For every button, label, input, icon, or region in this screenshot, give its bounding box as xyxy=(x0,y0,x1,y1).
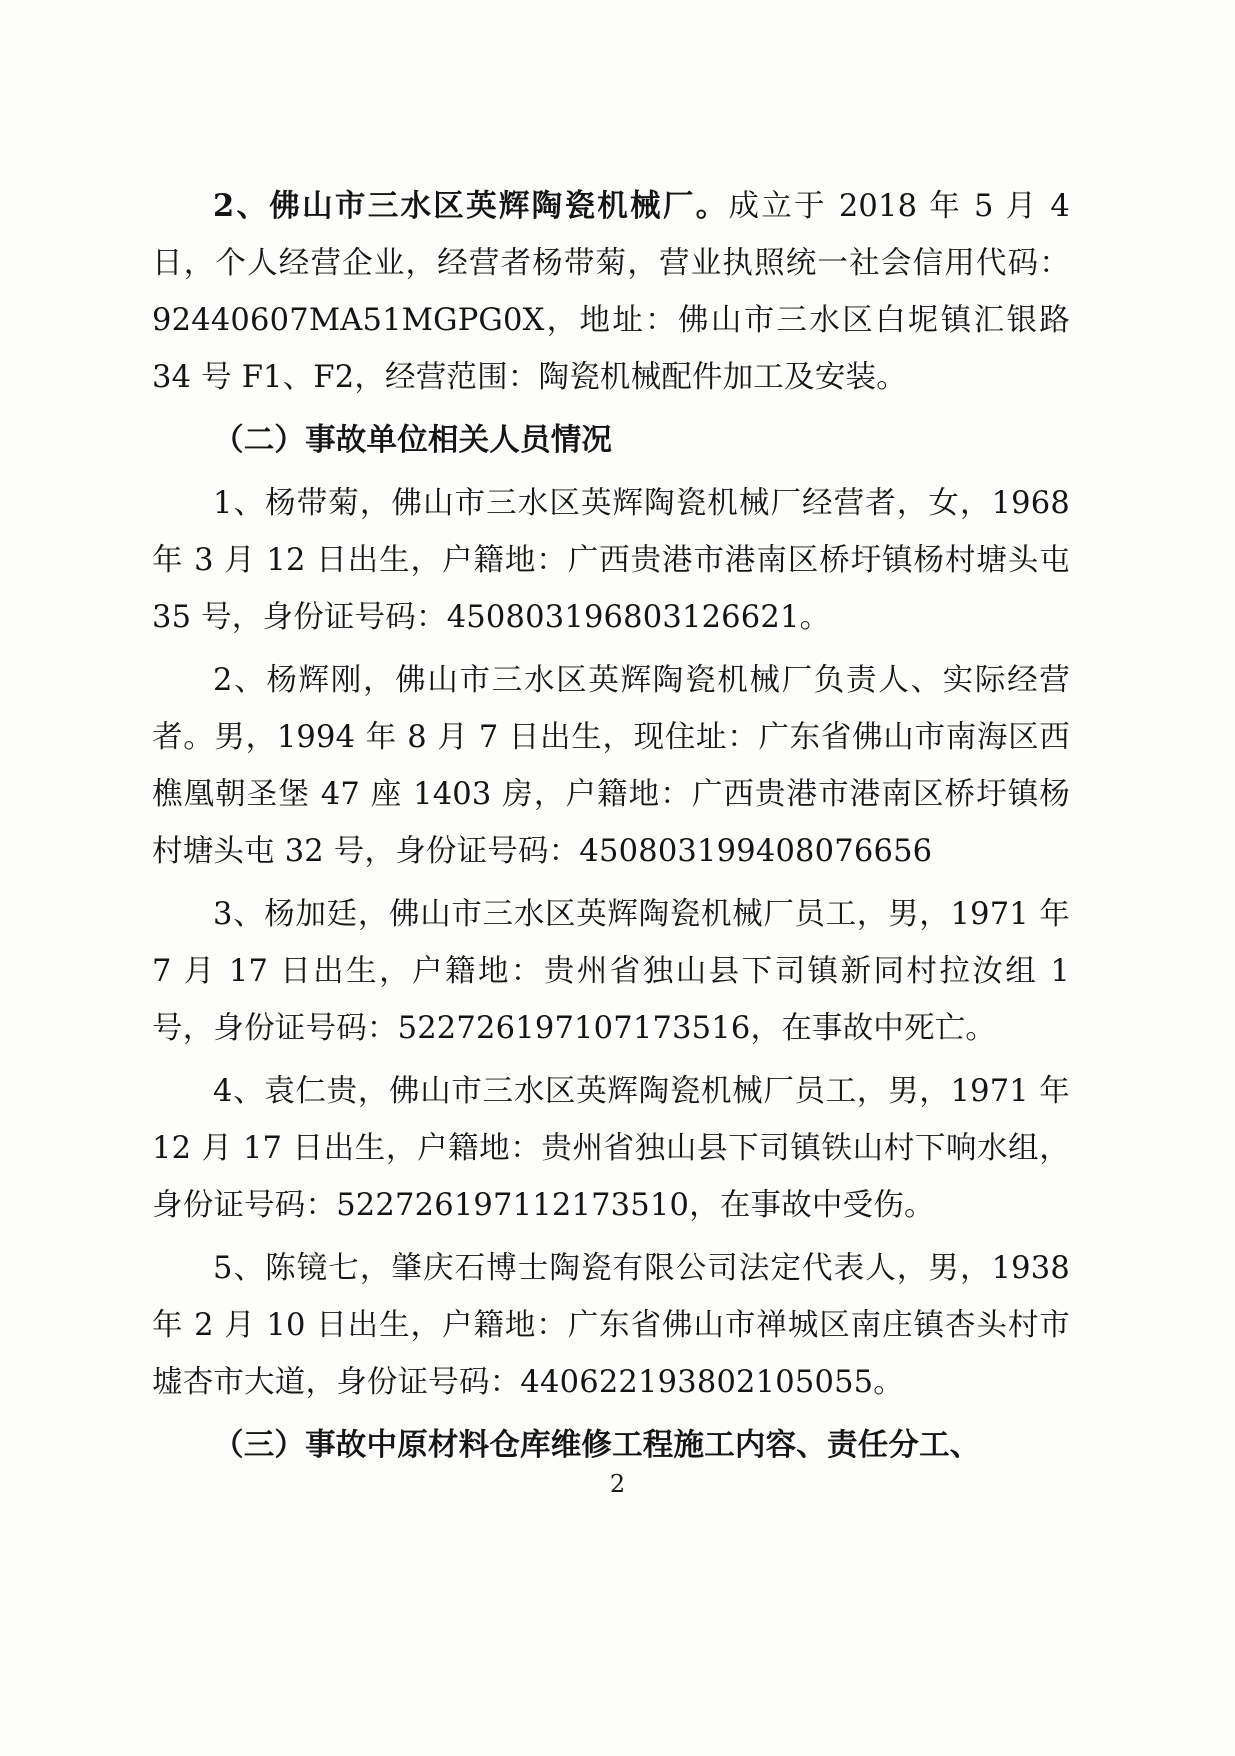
heading-section-two: （二）事故单位相关人员情况 xyxy=(213,422,613,458)
heading-section-three: （三）事故中原材料仓库维修工程施工内容、责任分工、 xyxy=(213,1427,981,1463)
document-body xyxy=(152,178,1070,1480)
company-detail-text: 成立于 2018 年 5 月 4 日，个人经营企业，经营者杨带菊，营业执照统一社会信用代码：92440607MA51MGPG0X，地址：佛山市三水区白坭镇汇银路 34 号 F1、F2，经营范围：陶瓷机械配件加工及安装。 xyxy=(152,189,1071,395)
paragraph-company-2 xyxy=(152,178,1070,406)
paragraph-person-1: 1、杨带菊，佛山市三水区英辉陶瓷机械厂经营者，女，1968 年 3 月 12 日出生，户籍地：广西贵港市港南区桥圩镇杨村塘头屯 35 号，身份证号码：450803196803126621。 xyxy=(152,486,1070,635)
paragraph-person-2: 2、杨辉刚，佛山市三水区英辉陶瓷机械厂负责人、实际经营者。男，1994 年 8 月 7 日出生，现住址：广东省佛山市南海区西樵凰朝圣堡 47 座 1403 房，户籍地：广西贵港市港南区桥圩镇杨村塘头屯 32 号，身份证号码：450803199408076656 xyxy=(152,663,1070,869)
company-name-bold: 2、佛山市三水区英辉陶瓷机械厂。 xyxy=(213,188,729,224)
page-number: 2 xyxy=(609,1470,626,1498)
paragraph-person-4: 4、袁仁贵，佛山市三水区英辉陶瓷机械厂员工，男，1971 年 12 月 17 日出生，户籍地：贵州省独山县下司镇铁山村下响水组，身份证号码：522726197112173510，在事故中受伤。 xyxy=(152,1074,1070,1223)
paragraph-person-3: 3、杨加廷，佛山市三水区英辉陶瓷机械厂员工，男，1971 年 7 月 17 日出生，户籍地：贵州省独山县下司镇新同村拉汝组 1 号，身份证号码：522726197107173516，在事故中死亡。 xyxy=(152,897,1070,1046)
paragraph-person-5: 5、陈镜七，肇庆石博士陶瓷有限公司法定代表人，男，1938 年 2 月 10 日出生，户籍地：广东省佛山市禅城区南庄镇杏头村市墟杏市大道，身份证号码：440622193802105055。 xyxy=(152,1251,1070,1400)
